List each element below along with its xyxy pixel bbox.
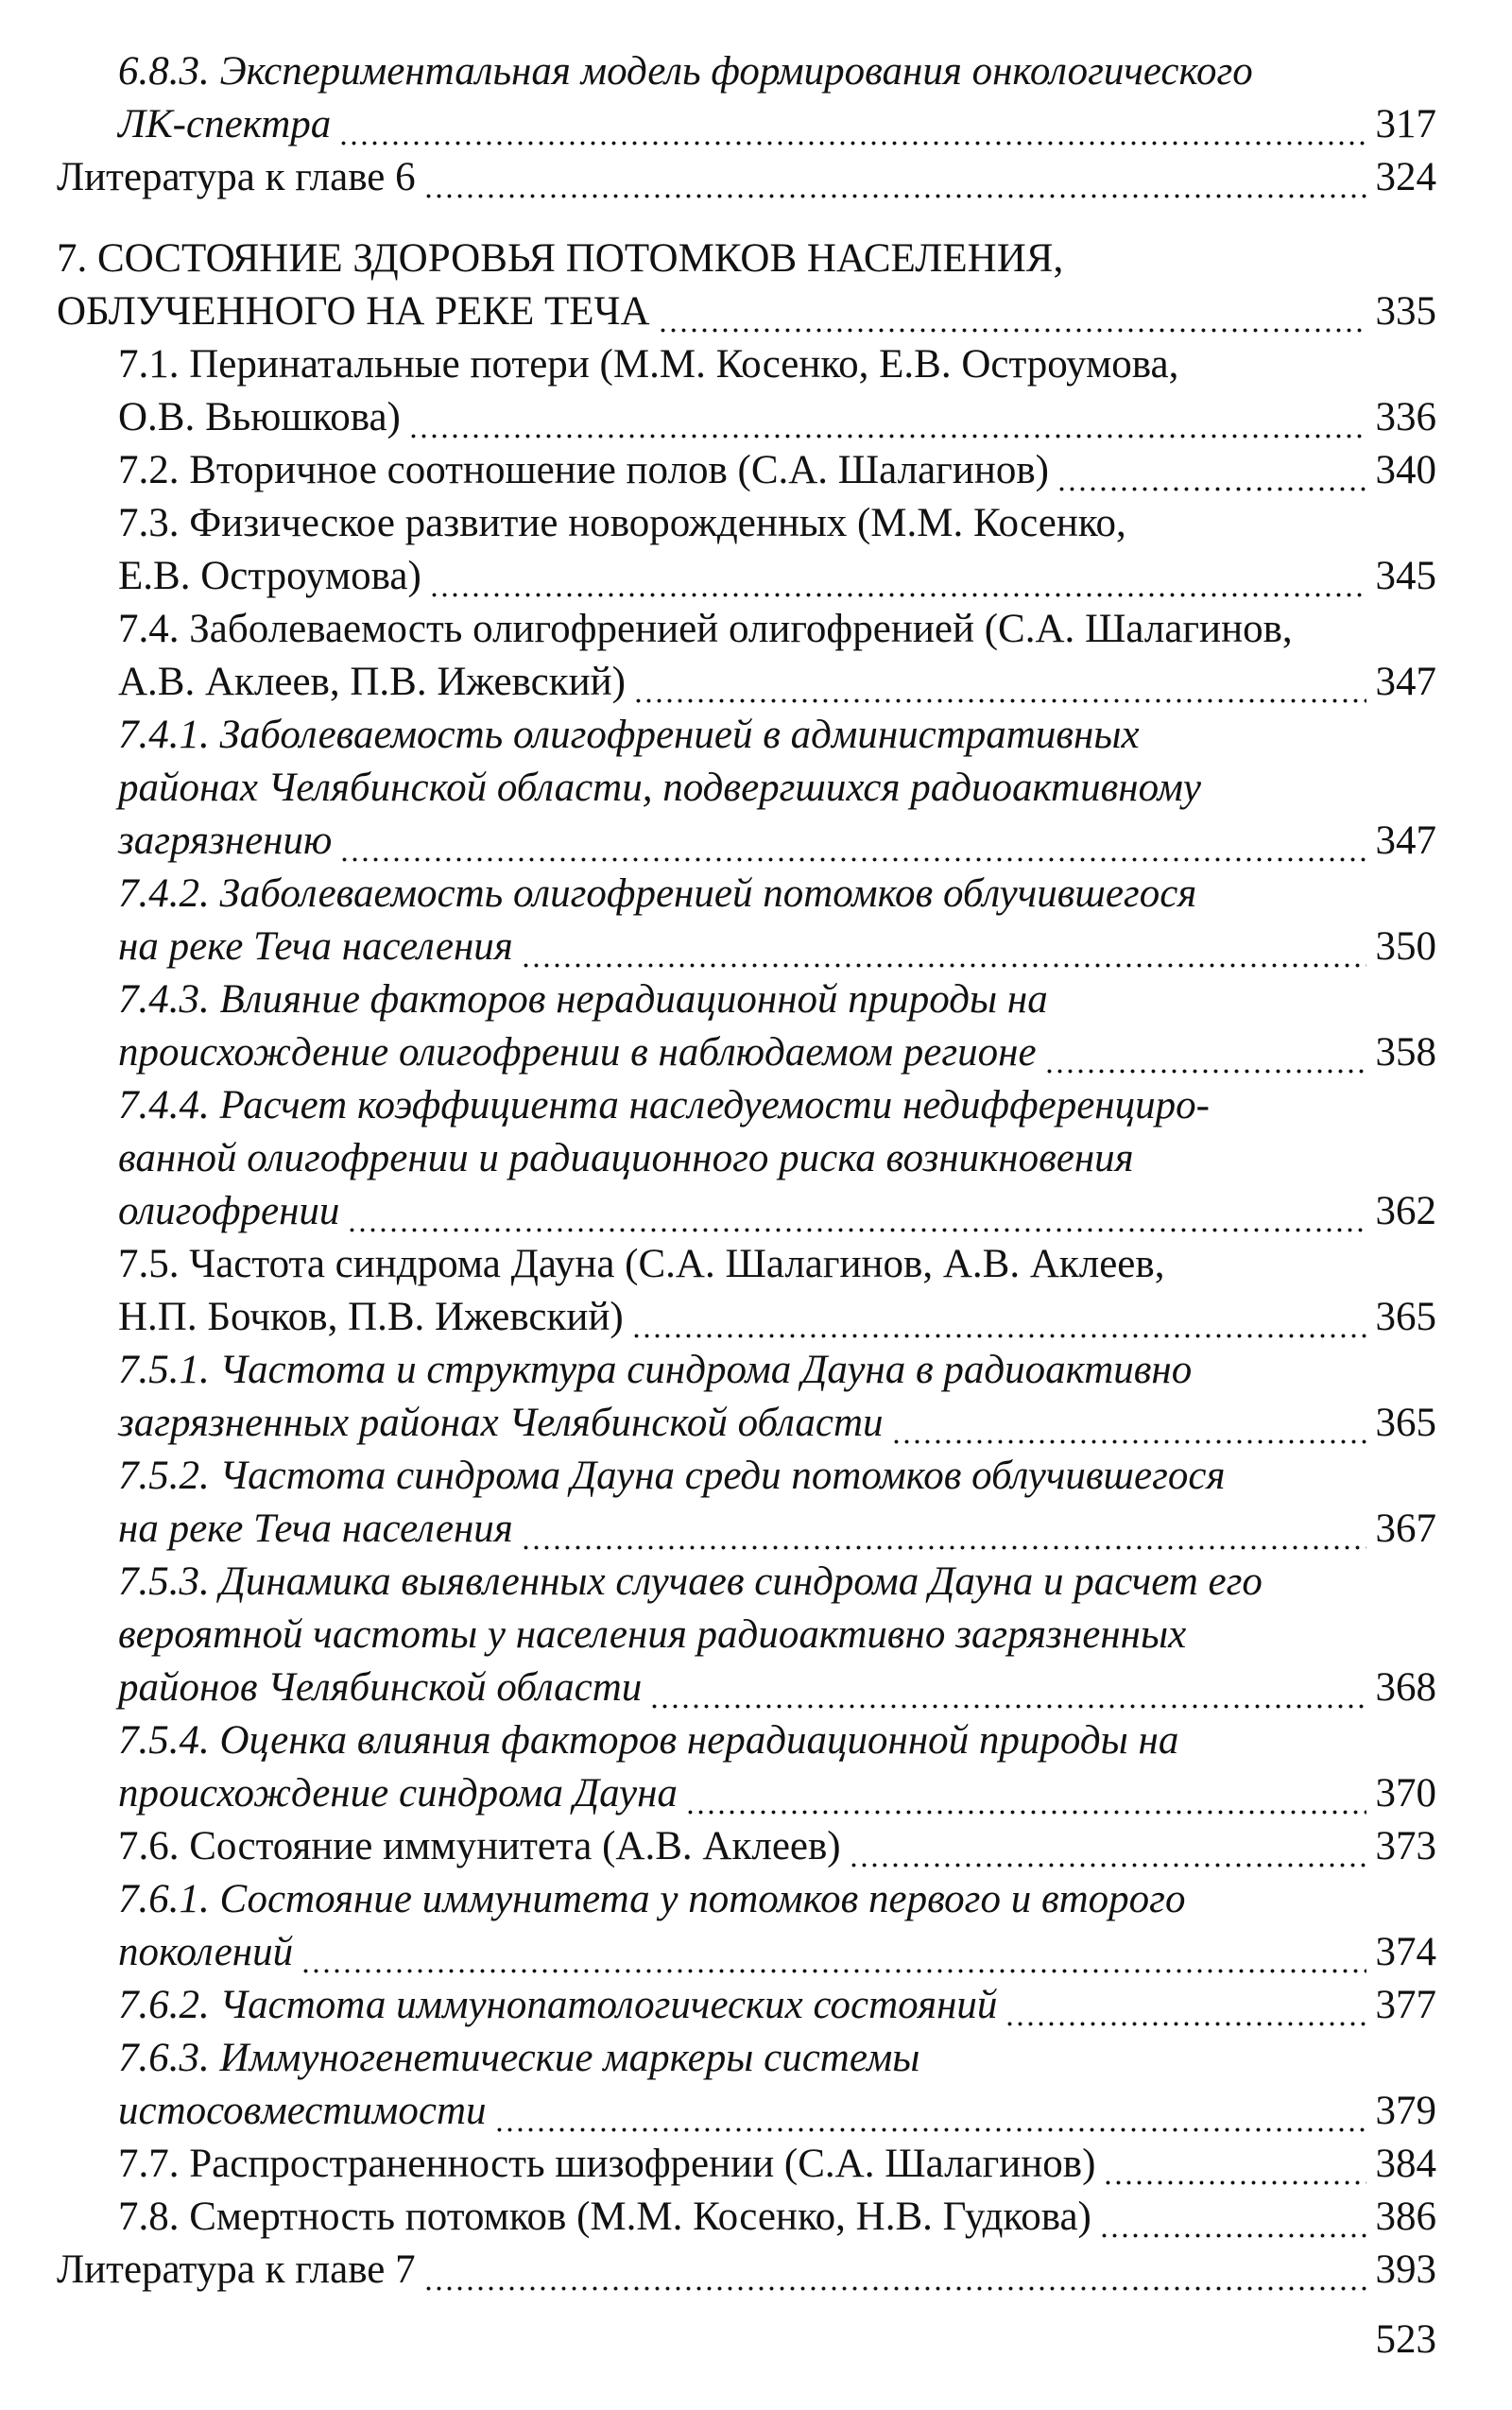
toc-entry-last-line [118, 815, 1436, 868]
toc-entry [57, 2138, 1436, 2191]
toc-entry-page: 367 [1375, 1506, 1436, 1551]
dot-leader [658, 285, 1366, 338]
toc-entry-line: районах Челябинской области, подвергшихся радиоактивному [118, 766, 1201, 810]
toc-entry-last-line [118, 98, 1436, 151]
dot-leader [521, 1503, 1366, 1556]
toc-entry-page: 377 [1375, 1983, 1436, 2027]
toc-entry-page: 365 [1375, 1401, 1436, 1445]
toc-entry [57, 868, 1436, 973]
dot-leader [408, 391, 1366, 444]
toc-entry-title: 7.6.2. Частота иммунопатологических состояний [118, 1983, 998, 2027]
toc-entry-title: А.В. Аклеев, П.В. Ижевский) [118, 660, 626, 704]
toc-entry-last-line [118, 2085, 1436, 2138]
page-number: 523 [1375, 2317, 1436, 2362]
toc-entry [57, 497, 1436, 603]
toc-entry [57, 2032, 1436, 2138]
dot-leader [301, 1926, 1366, 1979]
toc-entry-last-line [57, 151, 1436, 204]
dot-leader [649, 1661, 1366, 1714]
dot-leader [1044, 1026, 1366, 1079]
toc-entry-line: 6.8.3. Экспериментальная модель формирования онкологического [118, 49, 1253, 94]
toc-entry-last-line [118, 921, 1436, 973]
toc-entry-title: поколений [118, 1930, 294, 1974]
toc-entry-line: 7.4.1. Заболеваемость олигофренией в административных [118, 713, 1140, 757]
dot-leader [685, 1767, 1366, 1820]
dot-leader [1005, 1979, 1366, 2032]
toc-entry-page: 379 [1375, 2089, 1436, 2133]
toc-entry-line: 7.5.3. Динамика выявленных случаев синдрома Дауна и расчет его [118, 1559, 1263, 1604]
toc-entry [57, 1079, 1436, 1238]
toc-entry-page: 362 [1375, 1189, 1436, 1233]
toc-entry-title: загрязнению [118, 818, 333, 863]
dot-leader [1103, 2138, 1366, 2191]
toc-entry-title: ЛК-спектра [118, 102, 332, 146]
dot-leader [631, 1291, 1366, 1344]
dot-leader [1099, 2191, 1366, 2244]
toc-entry [57, 1820, 1436, 1873]
toc-entry [57, 338, 1436, 444]
dot-leader [429, 550, 1366, 603]
toc-entry-last-line [118, 1661, 1436, 1714]
toc-entry-title: на реке Теча населения [118, 924, 513, 969]
toc-entry [57, 1714, 1436, 1820]
toc-entry-last-line [118, 550, 1436, 603]
toc-entry-page: 347 [1375, 818, 1436, 863]
toc-entry-last-line [118, 1979, 1436, 2032]
dot-leader [1057, 444, 1366, 497]
toc-entry-title: истосовместимости [118, 2089, 487, 2133]
toc-entry-last-line [118, 656, 1436, 709]
toc-entry [57, 1450, 1436, 1556]
toc-entry-page: 384 [1375, 2142, 1436, 2186]
dot-leader [633, 656, 1366, 709]
toc-entry [57, 709, 1436, 868]
toc-entry-last-line [118, 2138, 1436, 2191]
toc-entry-page: 324 [1375, 155, 1436, 199]
table-of-contents [57, 45, 1436, 2297]
toc-entry [57, 232, 1436, 338]
dot-leader [347, 1185, 1366, 1238]
toc-entry-last-line [57, 2244, 1436, 2297]
toc-entry-page: 365 [1375, 1295, 1436, 1339]
toc-entry-line: 7. СОСТОЯНИЕ ЗДОРОВЬЯ ПОТОМКОВ НАСЕЛЕНИЯ, [57, 236, 1064, 281]
toc-entry-page: 347 [1375, 660, 1436, 704]
toc-entry-page: 386 [1375, 2195, 1436, 2239]
toc-entry-last-line [118, 1185, 1436, 1238]
toc-entry-page: 358 [1375, 1030, 1436, 1075]
toc-entry-line: 7.4.3. Влияние факторов нерадиационной природы на [118, 977, 1048, 1022]
toc-entry-last-line [118, 2191, 1436, 2244]
toc-entry-last-line [118, 391, 1436, 444]
toc-entry-page: 345 [1375, 554, 1436, 598]
toc-entry-last-line [118, 1926, 1436, 1979]
toc-entry-page: 370 [1375, 1771, 1436, 1816]
toc-entry-title: ОБЛУЧЕННОГО НА РЕКЕ ТЕЧА [57, 289, 650, 334]
dot-leader [521, 921, 1366, 973]
toc-entry-title: загрязненных районах Челябинской области [118, 1401, 884, 1445]
toc-entry-page: 350 [1375, 924, 1436, 969]
toc-entry-title: 7.7. Распространенность шизофрении (С.А. Шалагинов) [118, 2142, 1096, 2186]
dot-leader [338, 98, 1366, 151]
toc-entry-line: ванной олигофрении и радиационного риска возникновения [118, 1136, 1134, 1180]
dot-leader [423, 2244, 1366, 2297]
toc-entry-title: Н.П. Бочков, П.В. Ижевский) [118, 1295, 624, 1339]
toc-entry-line: 7.1. Перинатальные потери (М.М. Косенко, Е.В. Остроумова, [118, 342, 1179, 387]
toc-entry-page: 368 [1375, 1665, 1436, 1710]
toc-entry-page: 317 [1375, 102, 1436, 146]
toc-entry-title: 7.8. Смертность потомков (М.М. Косенко, Н.В. Гудкова) [118, 2195, 1091, 2239]
dot-leader [891, 1397, 1366, 1450]
toc-entry-last-line [118, 1291, 1436, 1344]
toc-entry-last-line [57, 285, 1436, 338]
toc-entry [57, 151, 1436, 204]
toc-entry [57, 973, 1436, 1079]
toc-entry-title: Литература к главе 6 [57, 155, 416, 199]
toc-entry [57, 1344, 1436, 1450]
toc-entry-title: на реке Теча населения [118, 1506, 513, 1551]
toc-entry-page: 340 [1375, 448, 1436, 492]
toc-entry-line: 7.6.1. Состояние иммунитета у потомков первого и второго [118, 1877, 1186, 1921]
toc-entry-last-line [118, 444, 1436, 497]
toc-entry [57, 1238, 1436, 1344]
toc-entry [57, 45, 1436, 151]
toc-entry-page: 336 [1375, 395, 1436, 439]
toc-entry-line: 7.5.4. Оценка влияния факторов нерадиационной природы на [118, 1718, 1179, 1763]
toc-entry-line: 7.4.4. Расчет коэффициента наследуемости недифференциро- [118, 1083, 1210, 1128]
toc-entry-title: 7.6. Состояние иммунитета (А.В. Аклеев) [118, 1824, 841, 1868]
toc-entry [57, 1979, 1436, 2032]
toc-entry-last-line [118, 1026, 1436, 1079]
toc-entry-line: 7.4.2. Заболеваемость олигофренией потомков облучившегося [118, 871, 1197, 916]
dot-leader [494, 2085, 1367, 2138]
dot-leader [339, 815, 1366, 868]
toc-entry-page: 374 [1375, 1930, 1436, 1974]
toc-entry-last-line [118, 1820, 1436, 1873]
dot-leader [849, 1820, 1366, 1873]
toc-entry-line: 7.3. Физическое развитие новорожденных (М.М. Косенко, [118, 501, 1126, 545]
toc-entry-page: 335 [1375, 289, 1436, 334]
toc-entry-page: 373 [1375, 1824, 1436, 1868]
toc-entry [57, 1873, 1436, 1979]
toc-entry [57, 603, 1436, 709]
dot-leader [423, 151, 1366, 204]
toc-entry-line: вероятной частоты у населения радиоактивно загрязненных [118, 1612, 1187, 1657]
toc-entry-last-line [118, 1397, 1436, 1450]
toc-entry-line: 7.6.3. Иммуногенетические маркеры системы [118, 2036, 920, 2080]
toc-entry-last-line [118, 1503, 1436, 1556]
toc-entry-page: 393 [1375, 2247, 1436, 2292]
toc-entry-line: 7.4. Заболеваемость олигофренией олигофренией (С.А. Шалагинов, [118, 607, 1293, 651]
toc-entry-line: 7.5.2. Частота синдрома Дауна среди потомков облучившегося [118, 1454, 1226, 1498]
toc-entry-title: 7.2. Вторичное соотношение полов (С.А. Шалагинов) [118, 448, 1049, 492]
toc-entry [57, 444, 1436, 497]
toc-entry-line: 7.5.1. Частота и структура синдрома Дауна в радиоактивно [118, 1348, 1193, 1392]
toc-entry-title: районов Челябинской области [118, 1665, 643, 1710]
toc-entry-title: Литература к главе 7 [57, 2247, 416, 2292]
toc-entry-last-line [118, 1767, 1436, 1820]
toc-entry [57, 2244, 1436, 2297]
toc-entry-title: О.В. Вьюшкова) [118, 395, 401, 439]
toc-entry [57, 2191, 1436, 2244]
toc-entry [57, 1556, 1436, 1714]
toc-entry-title: происхождение олигофрении в наблюдаемом регионе [118, 1030, 1037, 1075]
toc-entry-title: Е.В. Остроумова) [118, 554, 421, 598]
toc-entry-title: происхождение синдрома Дауна [118, 1771, 678, 1816]
toc-entry-title: олигофрении [118, 1189, 340, 1233]
toc-entry-line: 7.5. Частота синдрома Дауна (С.А. Шалагинов, А.В. Аклеев, [118, 1242, 1165, 1286]
